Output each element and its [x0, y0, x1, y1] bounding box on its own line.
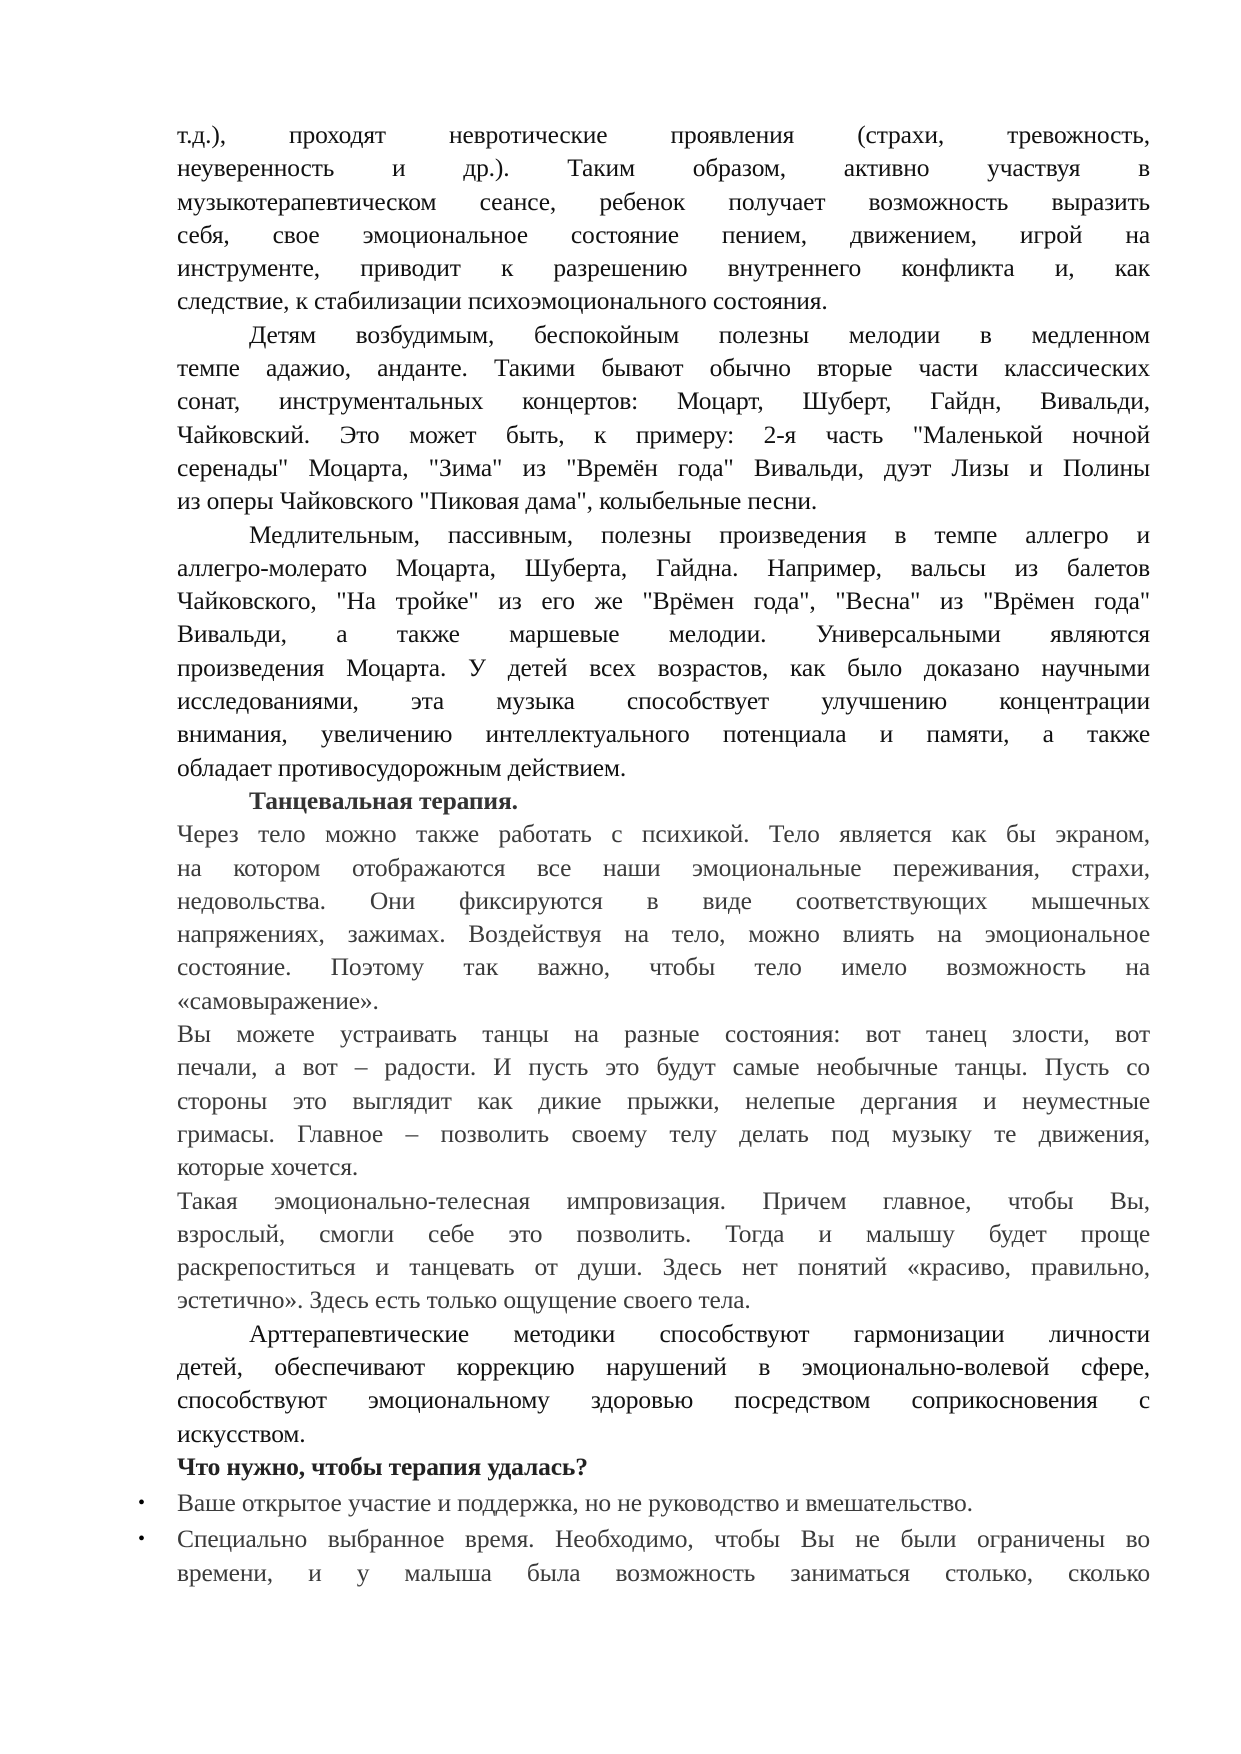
text-line: следствие, к стабилизации психоэмоционального состояния. — [177, 286, 828, 316]
text-line: печали, а вот – радости. И пусть это будут самые необычные танцы. Пусть со — [177, 1052, 1150, 1082]
text-line: неуверенность и др.). Таким образом, активно участвуя в — [177, 153, 1150, 183]
text-line: себя, свое эмоциональное состояние пением, движением, игрой на — [177, 219, 1150, 249]
text-line: Чайковский. Это может быть, к примеру: 2-я часть "Маленькой ночной — [177, 419, 1150, 449]
text-line: Вы можете устраивать танцы на разные состояния: вот танец злости, вот — [177, 1019, 1150, 1049]
text-line: Чайковского, "На тройке" из его же "Врёмен года", "Весна" из "Врёмен года" — [177, 586, 1150, 616]
text-line: обладает противосудорожным действием. — [177, 752, 627, 782]
text-line: детей, обеспечивают коррекцию нарушений в эмоционально-волевой сфере, — [177, 1351, 1150, 1381]
text-line: эстетично». Здесь есть только ощущение своего тела. — [177, 1285, 751, 1315]
text-line: темпе адажио, анданте. Такими бывают обычно вторые части классических — [177, 353, 1150, 383]
section-heading-success: Что нужно, чтобы терапия удалась? — [177, 1451, 588, 1481]
text-line: музыкотерапевтическом сеансе, ребенок получает возможность выразить — [177, 186, 1150, 216]
text-line: Специально выбранное время. Необходимо, чтобы Вы не были ограничены во — [177, 1524, 1150, 1554]
paragraph-improvisation — [177, 1184, 1150, 1317]
bullet-icon: • — [138, 1528, 146, 1551]
bullet-list — [138, 1486, 1150, 1589]
text-line: которые хочется. — [177, 1152, 359, 1182]
text-line: Через тело можно также работать с психикой. Тело является как бы экраном, — [177, 819, 1150, 849]
text-line: Ваше открытое участие и поддержка, но не руководство и вмешательство. — [177, 1488, 973, 1518]
text-line: гримасы. Главное – позволить своему телу делать под музыку те движения, — [177, 1118, 1150, 1148]
text-line: состояние. Поэтому так важно, чтобы тело имело возможность на — [177, 952, 1150, 982]
text-line: исследованиями, эта музыка способствует улучшению концентрации — [177, 686, 1150, 716]
section-heading-dance-therapy: Танцевальная терапия. — [249, 785, 518, 815]
list-item — [138, 1522, 1150, 1589]
text-line: стороны это выглядит как дикие прыжки, нелепые дергания и неуместные — [177, 1085, 1150, 1115]
text-line: взрослый, смогли себе это позволить. Тогда и малышу будет проще — [177, 1218, 1150, 1248]
text-line: на котором отображаются все наши эмоциональные переживания, страхи, — [177, 852, 1150, 882]
list-item — [138, 1486, 1150, 1519]
paragraph-passive-children — [177, 518, 1150, 784]
text-line: Медлительным, пассивным, полезны произведения в темпе аллегро и — [249, 519, 1150, 549]
document-page — [138, 118, 1150, 1589]
text-line: произведения Моцарта. У детей всех возрастов, как было доказано научными — [177, 652, 1150, 682]
text-line: Детям возбудимым, беспокойным полезны мелодии в медленном — [249, 319, 1150, 349]
paragraph-body-screen — [177, 817, 1150, 1017]
text-line: способствуют эмоциональному здоровью посредством соприкосновения с — [177, 1385, 1150, 1415]
text-line: инструменте, приводит к разрешению внутреннего конфликта и, как — [177, 253, 1150, 283]
text-line: аллегро-молерато Моцарта, Шуберта, Гайдна. Например, вальсы из балетов — [177, 552, 1150, 582]
text-line: искусством. — [177, 1418, 306, 1448]
paragraph-excitable-children — [177, 318, 1150, 518]
text-line: напряжениях, зажимах. Воздействуя на тело, можно влиять на эмоциональное — [177, 919, 1150, 949]
paragraph-dance-states — [177, 1017, 1150, 1183]
text-line: из оперы Чайковского "Пиковая дама", колыбельные песни. — [177, 486, 818, 516]
text-line: Арттерапевтические методики способствуют гармонизации личности — [249, 1318, 1150, 1348]
text-line: сонат, инструментальных концертов: Моцарт, Шуберт, Гайдн, Вивальди, — [177, 386, 1150, 416]
text-line: т.д.), проходят невротические проявления (страхи, тревожность, — [177, 120, 1150, 149]
text-line: раскрепоститься и танцевать от души. Здесь нет понятий «красиво, правильно, — [177, 1252, 1150, 1282]
text-line: Вивальди, а также маршевые мелодии. Универсальными являются — [177, 619, 1150, 649]
paragraph-music-therapy — [177, 118, 1150, 318]
text-line: внимания, увеличению интеллектуального потенциала и памяти, а также — [177, 719, 1150, 749]
paragraph-art-therapy — [177, 1317, 1150, 1450]
text-line: «самовыражение». — [177, 985, 379, 1015]
text-line: серенады" Моцарта, "Зима" из "Времён года" Вивальди, дуэт Лизы и Полины — [177, 452, 1150, 482]
text-line: Такая эмоционально-телесная импровизация. Причем главное, чтобы Вы, — [177, 1185, 1150, 1215]
bullet-icon: • — [138, 1492, 146, 1515]
text-line: времени, и у малыша была возможность заниматься столько, сколько — [177, 1557, 1150, 1587]
text-line: недовольства. Они фиксируются в виде соответствующих мышечных — [177, 885, 1150, 915]
